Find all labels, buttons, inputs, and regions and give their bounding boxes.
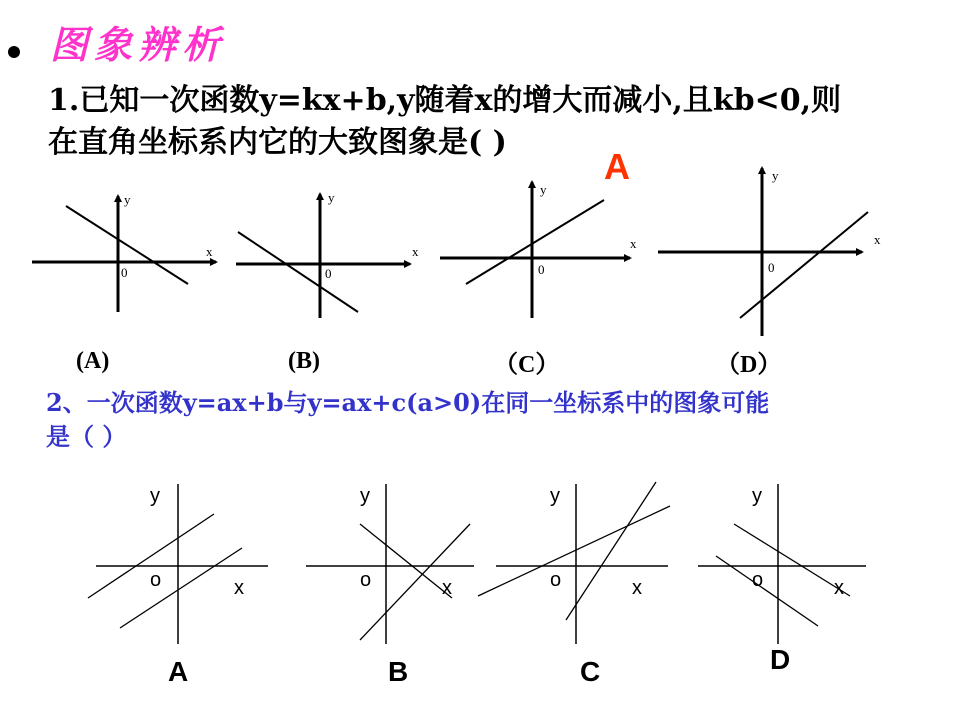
q2-option-c-label: C bbox=[580, 656, 601, 687]
q2-option-a-label: A bbox=[168, 656, 189, 687]
q1d-x-label: x bbox=[874, 232, 881, 247]
q1-graph-a bbox=[32, 192, 216, 312]
question-1-line-2: 在直角坐标系内它的大致图象是( ) bbox=[48, 125, 507, 160]
q1b-origin-label: 0 bbox=[325, 266, 332, 281]
q2-graph-c bbox=[478, 482, 670, 644]
question-2-text bbox=[46, 386, 946, 454]
q1b-y-label: y bbox=[328, 190, 335, 205]
q2-option-b-label: B bbox=[388, 656, 409, 687]
q2b-line-1 bbox=[360, 524, 452, 598]
q2b-y-label: y bbox=[360, 485, 370, 507]
q1d-function-line bbox=[740, 212, 868, 318]
q2c-y-label: y bbox=[550, 485, 560, 507]
q1c-y-label: y bbox=[540, 182, 547, 197]
q2c-line-2 bbox=[566, 482, 656, 620]
q1a-y-label: y bbox=[124, 192, 131, 207]
q1c-function-line bbox=[466, 200, 604, 284]
q2b-origin-label: o bbox=[360, 569, 372, 591]
q2c-x-label: x bbox=[632, 577, 642, 599]
q2d-x-label: x bbox=[834, 577, 844, 599]
q2-graph-b bbox=[306, 484, 474, 644]
q1-graph-c bbox=[440, 182, 637, 318]
q1-option-b-label: (B) bbox=[288, 348, 320, 374]
slide-title: 图象辨析 bbox=[50, 22, 227, 67]
q1-graph-d bbox=[658, 168, 881, 336]
q2a-x-label: x bbox=[234, 577, 244, 599]
q1b-function-line bbox=[238, 232, 358, 312]
q2a-line-2 bbox=[120, 548, 242, 628]
q2c-origin-label: o bbox=[550, 569, 562, 591]
q2b-x-label: x bbox=[442, 577, 452, 599]
q1d-y-label: y bbox=[772, 168, 779, 183]
q2-graph-a bbox=[88, 484, 268, 644]
q2-graph-d bbox=[698, 484, 866, 644]
q2-option-d-label: D bbox=[770, 644, 791, 675]
q1b-x-label: x bbox=[412, 244, 419, 259]
q1-option-a-label: (A) bbox=[76, 348, 110, 374]
q2d-origin-label: o bbox=[752, 569, 764, 591]
q1a-x-label: x bbox=[206, 244, 213, 259]
q2a-y-label: y bbox=[150, 485, 160, 507]
question-2-line-2: 是（ ） bbox=[46, 422, 127, 451]
question-1-answer: A bbox=[604, 146, 630, 187]
q2d-y-label: y bbox=[752, 485, 762, 507]
q1c-origin-label: 0 bbox=[538, 262, 545, 277]
question-2-line-1: 2、一次函数y=ax+b与y=ax+c(a>0)在同一坐标系中的图象可能 bbox=[46, 388, 770, 417]
q1-graph-b bbox=[236, 190, 419, 318]
q1c-x-label: x bbox=[630, 236, 637, 251]
question-1-line-1: 1.已知一次函数y=kx+b,y随着x的增大而减小,且kb<0,则 bbox=[48, 83, 842, 118]
q2a-origin-label: o bbox=[150, 569, 162, 591]
q2b-line-2 bbox=[360, 524, 470, 640]
q1-option-c-label: （C） bbox=[494, 352, 560, 378]
q1d-origin-label: 0 bbox=[768, 260, 775, 275]
q1a-origin-label: 0 bbox=[121, 265, 128, 280]
q1-option-d-label: （D） bbox=[716, 352, 782, 378]
